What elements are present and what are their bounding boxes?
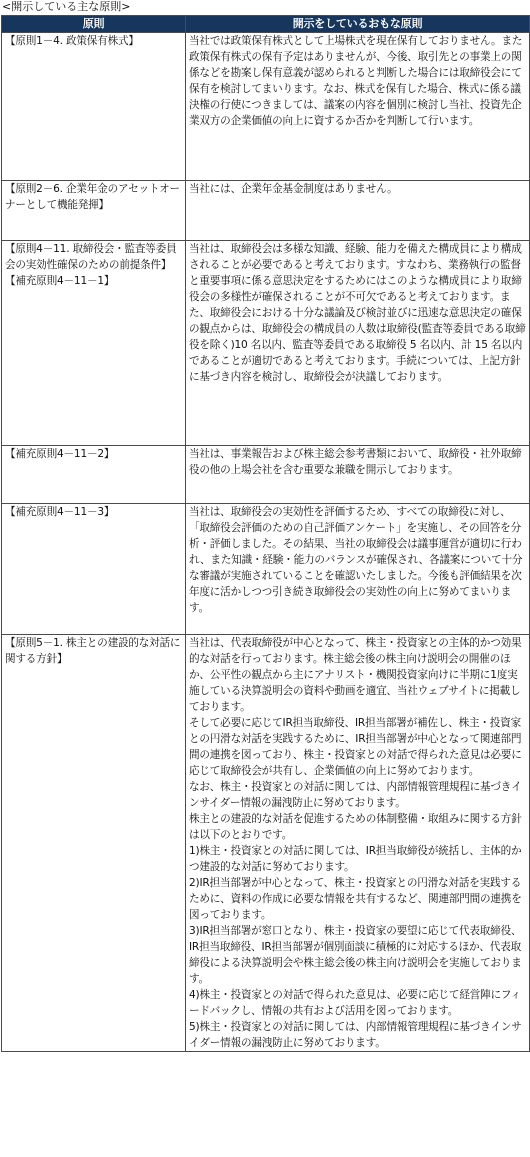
content-paragraph: 当社は、取締役会は多様な知識、経験、能力を備えた構成員により構成されることが必要であると考えております。すなわち、業務執行の監督と重要事項に係る意思決定をするためにはこのような構成員により取締役会の多様性が確保されることが不可欠であると考えております。また、取締役会における十分な議論及び検討並びに迅速な意思決定の確保の観点からは、取締役会の構成員の人数は取締役(監査等委員である取締役を除く)10 名以内、監査等委員である取締役 5 名以内、計 15 名以内であることが適切であると考えております。手続については、上記方針に基づき内容を検討し、取締役会が決議しております。: [189, 243, 526, 383]
principle-label: 【補充原則4－11－3】: [5, 506, 115, 518]
principle-label: 【原則4－11. 取締役会・監査等委員会の実効性確保のための前提条件】: [5, 243, 177, 271]
content-cell: [186, 446, 530, 504]
content-paragraph: 当社は、事業報告および株主総会参考書類において、取締役・社外取締役の他の上場会社を含む重要な兼職を開示しております。: [189, 448, 522, 476]
table-row: [2, 504, 530, 635]
table-row: [2, 33, 530, 181]
content-cell: [186, 33, 530, 181]
principle-cell: [2, 446, 186, 504]
content-paragraph: 4)株主・投資家との対話で得られた意見は、必要に応じて経営陣にフィードバックし、情報の共有および活用を図っております。: [189, 989, 521, 1017]
content-paragraph: 株主との建設的な対話を促進するための体制整備・取組みに関する方針は以下のとおりです。: [189, 813, 522, 841]
principle-cell: [2, 635, 186, 1052]
table-row: [2, 446, 530, 504]
content-paragraph: 1)株主・投資家との対話に関しては、IR担当取締役が統括し、主体的かつ建設的な対話に努めております。: [189, 845, 522, 873]
content-paragraph: 2)IR担当部署が中心となって、株主・投資家との円滑な対話を実践するために、資料の作成に必要な情報を共有するなど、関連部門間の連携を図っております。: [189, 877, 522, 921]
principle-column-header: 原則: [2, 16, 186, 33]
principle-label: 【原則2－6. 企業年金のアセットオーナーとして機能発揮】: [5, 183, 180, 211]
content-cell: [186, 241, 530, 446]
content-paragraph: そして必要に応じてIR担当取締役、IR担当部署が補佐し、株主・投資家との円滑な対話を実践するために、IR担当部署が中心となって関連部門間の連携を図っており、株主・投資家との対話で得られた意見は必要に応じて取締役会が共有し、企業価値の向上に努めております。: [189, 717, 522, 777]
principle-label: 【原則5－1. 株主との建設的な対話に関する方針】: [5, 637, 181, 665]
content-paragraph: 当社には、企業年金基金制度はありません。: [189, 183, 398, 195]
table-row: [2, 181, 530, 241]
content-cell: [186, 635, 530, 1052]
principles-table: [1, 15, 530, 1052]
table-row: [2, 241, 530, 446]
content-paragraph: 当社では政策保有株式として上場株式を現在保有しておりません。また政策保有株式の保有予定はありませんが、今後、取引先との事業上の関係などを勘案し保有意義が認められると判断した場合には取締役会にて保有を検討してまいります。なお、株式を保有した場合、株式に係る議決権の行使につきましては、議案の内容を個別に検討し当社、投資先企業双方の企業価値の向上に資するか否かを判断して行います。: [189, 35, 523, 127]
content-paragraph: 当社は、取締役会の実効性を評価するため、すべての取締役に対し、「取締役会評価のための自己評価アンケート」を実施し、その回答を分析・評価しました。その結果、当社の取締役会は議事運営が適切に行われ、また知識・経験・能力のバランスが確保され、各議案について十分な審議が実施されていることを確認いたしました。今後も評価結果を次年度に活かしつつ引き続き取締役会の実効性の向上に努めてまいります。: [189, 506, 523, 614]
content-column-header: 開示をしているおもな原則: [186, 16, 530, 33]
content-paragraph: 3)IR担当部署が窓口となり、株主・投資家の要望に応じて代表取締役、IR担当取締役、IR担当部署が個別面談に積極的に対応するほか、代表取締役による決算説明会や株主総会後の株主向け説明会を実施しております。: [189, 925, 522, 985]
content-cell: [186, 181, 530, 241]
table-caption: <開示している主な原則>: [2, 0, 131, 13]
table-row: [2, 635, 530, 1052]
principle-label: 【補充原則4－11－1】: [5, 275, 115, 287]
principle-cell: [2, 33, 186, 181]
content-paragraph: なお、株主・投資家との対話に関しては、内部情報管理規程に基づきインサイダー情報の漏洩防止に努めております。: [189, 781, 522, 809]
principle-cell: [2, 504, 186, 635]
principle-cell: [2, 181, 186, 241]
principle-label: 【補充原則4－11－2】: [5, 448, 115, 460]
principle-label: 【原則1－4. 政策保有株式】: [5, 35, 139, 47]
content-paragraph: 当社は、代表取締役が中心となって、株主・投資家との主体的かつ効果的な対話を行っております。株主総会後の株主向け説明会の開催のほか、公平性の観点から主にアナリスト・機関投資家向けに半期に1度実施している決算説明会の資料や動画を適宜、当社ウェブサイトに掲載しております。: [189, 637, 522, 713]
content-paragraph: 5)株主・投資家との対話に関しては、内部情報管理規程に基づきインサイダー情報の漏洩防止に努めております。: [189, 1021, 522, 1049]
content-cell: [186, 504, 530, 635]
table-header-row: [2, 16, 530, 33]
principle-cell: [2, 241, 186, 446]
